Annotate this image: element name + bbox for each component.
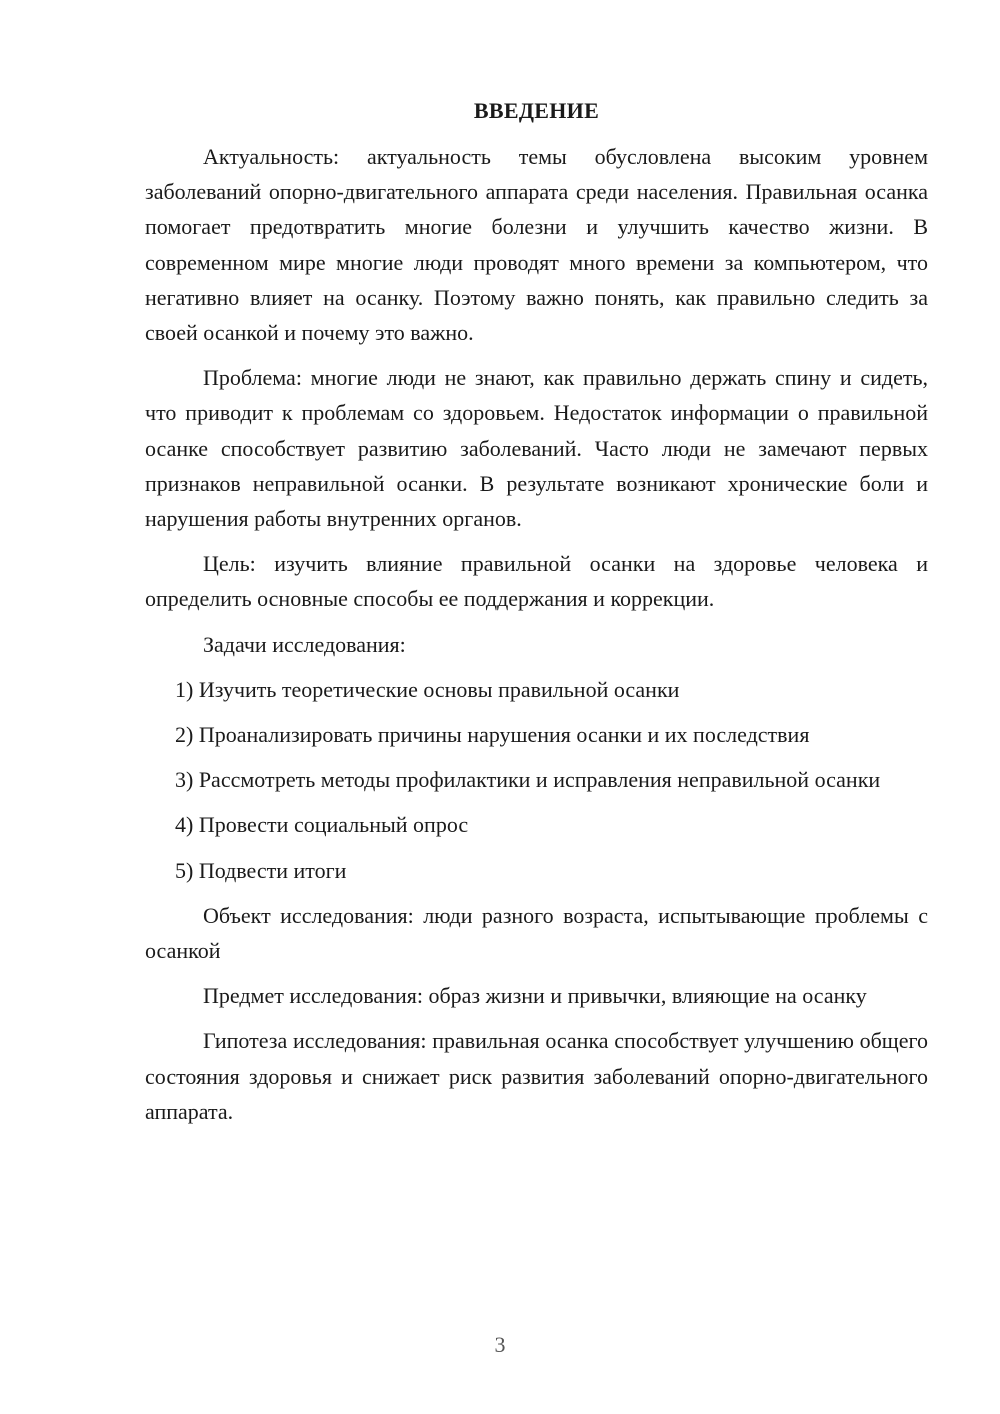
tasks-heading: Задачи исследования: <box>203 631 406 657</box>
problem-paragraph: Проблема: многие люди не знают, как правильно держать спину и сидеть, что приводит к проблемам со здоровьем. Недостаток информации о правильной осанке способствует развитию заболеваний. Часто люди не замечают первых признаков неправильной осанки. В результате возникают хронические боли и нарушения работы внутренних органов. <box>145 365 928 532</box>
task-item: 5) Подвести итоги <box>175 857 347 883</box>
document-page <box>145 95 928 1139</box>
goal-paragraph: Цель: изучить влияние правильной осанки на здоровье человека и определить основные способы ее поддержания и коррекции. <box>145 551 928 612</box>
task-item: 2) Проанализировать причины нарушения осанки и их последствия <box>175 722 810 748</box>
object-paragraph: Объект исследования: люди разного возраста, испытывающие проблемы с осанкой <box>145 902 928 964</box>
hypothesis-paragraph: Гипотеза исследования: правильная осанка способствует улучшению общего состояния здоровья и снижает риск развития заболеваний опорно-двигательного аппарата. <box>145 1028 928 1124</box>
section-heading: ВВЕДЕНИЕ <box>473 98 600 123</box>
task-item: 1) Изучить теоретические основы правильной осанки <box>175 676 680 702</box>
subject-paragraph: Предмет исследования: образ жизни и привычки, влияющие на осанку <box>203 983 867 1009</box>
task-item: 4) Провести социальный опрос <box>175 812 469 838</box>
task-item: 3) Рассмотреть методы профилактики и исправления неправильной осанки <box>175 767 881 793</box>
page-number: 3 <box>494 1332 506 1357</box>
tasks-list <box>145 672 928 888</box>
relevance-paragraph: Актуальность: актуальность темы обусловлена высоким уровнем заболеваний опорно-двигательного аппарата среди населения. Правильная осанка помогает предотвратить многие болезни и улучшить качество жизни. В современном мире многие люди проводят много времени за компьютером, что негативно влияет на осанку. Поэтому важно понять, как правильно следить за своей осанкой и почему это важно. <box>145 144 928 346</box>
